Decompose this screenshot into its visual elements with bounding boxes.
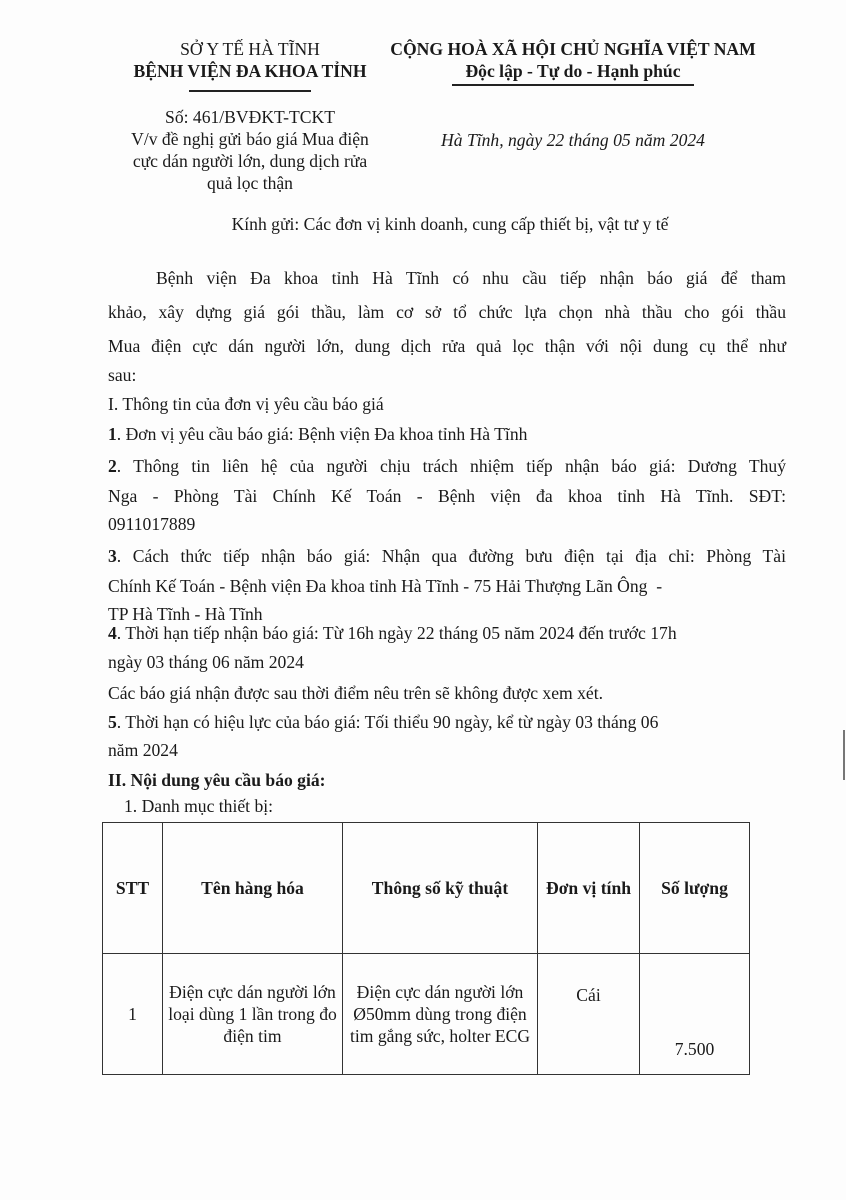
intro-line-3: Mua điện cực dán người lớn, dung dịch rửa quả lọc thận với nội dung cụ thể như	[108, 336, 786, 356]
item-5-line-2: năm 2024	[108, 740, 178, 760]
header-item-name: Tên hàng hóa	[163, 823, 343, 954]
item-2-line-3: 0911017889	[108, 514, 196, 534]
nation-title: CỘNG HOÀ XÃ HỘI CHỦ NGHĨA VIỆT NAM	[390, 39, 756, 59]
item-number: 2	[108, 456, 117, 476]
section-1-title: I. Thông tin của đơn vị yêu cầu báo giá	[108, 394, 384, 414]
table-row	[103, 954, 750, 1075]
nation-block	[368, 38, 778, 86]
cell-stt: 1	[103, 954, 163, 1075]
cell-item-name: Điện cực dán người lớn loại dùng 1 lần trong đo điện tim	[163, 954, 343, 1075]
divider	[189, 90, 311, 92]
hospital-name: BỆNH VIỆN ĐA KHOA TỈNH	[133, 61, 367, 81]
item-4-line-1	[108, 623, 677, 644]
header-specs: Thông số kỹ thuật	[343, 823, 538, 954]
item-number: 5	[108, 712, 117, 732]
equipment-table	[102, 822, 750, 1075]
scan-edge-mark	[843, 730, 845, 780]
header-unit: Đơn vị tính	[538, 823, 640, 954]
intro-line-1: Bệnh viện Đa khoa tỉnh Hà Tĩnh có nhu cầu tiếp nhận báo giá để tham	[156, 268, 786, 288]
intro-line-4: sau:	[108, 365, 137, 385]
issuer-block	[100, 38, 400, 194]
subject-line-2: cực dán người lớn, dung dịch rửa	[132, 150, 368, 171]
item-3-line-1	[108, 546, 786, 567]
table-header-row	[103, 823, 750, 954]
item-2-line-2: Nga - Phòng Tài Chính Kế Toán - Bệnh viện đa khoa tỉnh Hà Tĩnh. SĐT:	[108, 486, 786, 506]
subject-line-1: V/v đề nghị gửi báo giá Mua điện	[131, 128, 369, 149]
equipment-list-heading: 1. Danh mục thiết bị:	[124, 796, 274, 816]
item-number: 3	[108, 546, 117, 566]
intro-line-2: khảo, xây dựng giá gói thầu, làm cơ sở tổ chức lựa chọn nhà thầu cho gói thầu	[108, 302, 786, 322]
cell-quantity: 7.500	[640, 954, 750, 1075]
section-2-title: II. Nội dung yêu cầu báo giá:	[108, 770, 326, 790]
item-3-line-3: TP Hà Tĩnh - Hà Tĩnh	[108, 604, 263, 624]
deadline-note: Các báo giá nhận được sau thời điểm nêu trên sẽ không được xem xét.	[108, 683, 604, 703]
item-number: 4	[108, 623, 117, 643]
place-date: Hà Tĩnh, ngày 22 tháng 05 năm 2024	[441, 130, 705, 150]
item-1	[108, 424, 527, 445]
item-5-line-1	[108, 712, 658, 733]
header-quantity: Số lượng	[640, 823, 750, 954]
item-text: . Thông tin liên hệ của người chịu trách nhiệm tiếp nhận báo giá: Dương Thuý	[116, 456, 786, 476]
item-2-line-1	[108, 456, 786, 477]
recipient: Kính gửi: Các đơn vị kinh doanh, cung cấp thiết bị, vật tư y tế	[231, 214, 669, 234]
item-4-line-2: ngày 03 tháng 06 năm 2024	[108, 652, 304, 672]
document-number: Số: 461/BVĐKT-TCKT	[165, 106, 335, 127]
item-text: . Thời hạn có hiệu lực của báo giá: Tối thiểu 90 ngày, kể từ ngày 03 tháng 06	[116, 712, 659, 732]
item-3-line-2: Chính Kế Toán - Bệnh viện Đa khoa tỉnh Hà Tĩnh - 75 Hải Thượng Lãn Ông -	[108, 576, 663, 596]
cell-unit: Cái	[538, 954, 640, 1075]
item-text: . Thời hạn tiếp nhận báo giá: Từ 16h ngày 22 tháng 05 năm 2024 đến trước 17h	[116, 623, 677, 643]
motto: Độc lập - Tự do - Hạnh phúc	[465, 61, 681, 81]
item-text: . Cách thức tiếp nhận báo giá: Nhận qua đường bưu điện tại địa chỉ: Phòng Tài	[116, 546, 786, 566]
item-number: 1	[108, 424, 117, 444]
subject-line-3: quả lọc thận	[207, 172, 293, 193]
department-name: SỞ Y TẾ HÀ TĨNH	[180, 39, 320, 59]
cell-specs: Điện cực dán người lớn Ø50mm dùng trong điện tim gắng sức, holter ECG	[343, 954, 538, 1075]
header-stt: STT	[103, 823, 163, 954]
divider	[452, 84, 694, 86]
item-text: . Đơn vị yêu cầu báo giá: Bệnh viện Đa khoa tỉnh Hà Tĩnh	[116, 424, 528, 444]
